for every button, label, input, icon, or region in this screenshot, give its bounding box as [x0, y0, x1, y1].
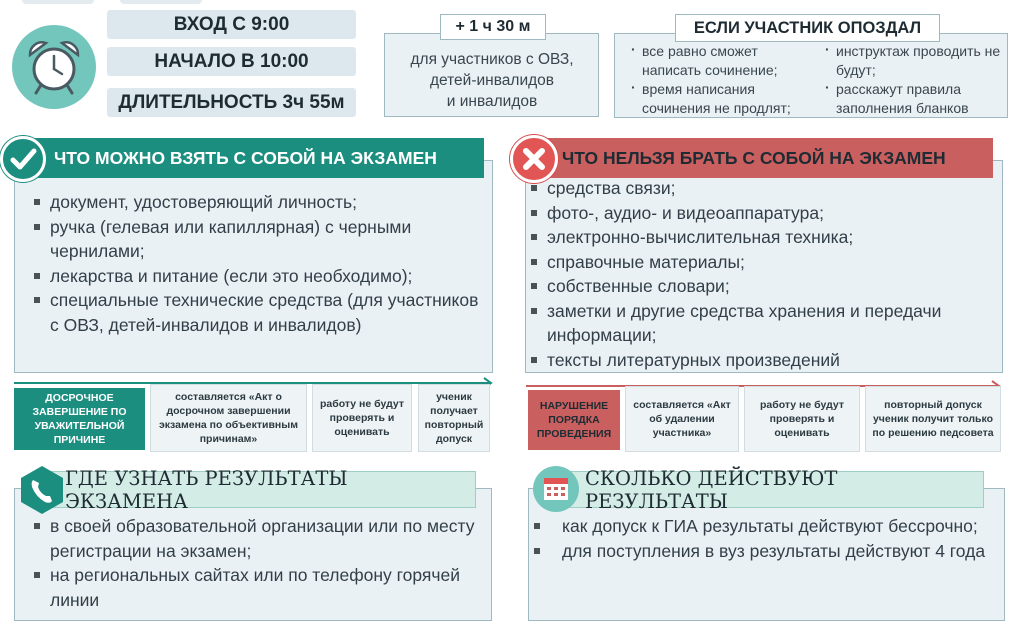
late-item: · все равно сможет написать сочинение; — [628, 42, 818, 80]
forbidden-item: электронно-вычислительная техника; — [517, 225, 1003, 250]
results-where-title — [46, 466, 476, 513]
results-where-list — [20, 514, 486, 612]
extra-time-line: для участников с ОВЗ, — [410, 51, 574, 68]
early-flow-step: работу не будут проверять и оценивать — [312, 384, 412, 452]
extra-time-text — [388, 49, 596, 112]
results-valid-title-text: СКОЛЬКО ДЕЙСТВУЮТ РЕЗУЛЬТАТЫ — [585, 466, 838, 513]
results-valid-title — [560, 466, 984, 513]
allowed-title — [30, 138, 484, 178]
phone-icon — [18, 465, 66, 515]
forbidden-title — [540, 138, 993, 178]
allowed-item: лекарства и питание (если это необходимо); — [20, 264, 486, 289]
results-valid-list — [516, 514, 1002, 563]
violation-flow-step: повторный допуск ученик получит только по решению педсовета — [865, 386, 1001, 452]
forbidden-item: справочные материалы; — [517, 250, 1003, 275]
forbidden-item: заметки и другие средства хранения и передачи информации; — [517, 299, 1003, 348]
schedule-entry: ВХОД С 9:00 — [107, 10, 356, 39]
early-flow-step: ученик получает повторный допуск — [418, 384, 490, 452]
extra-time-line: и инвалидов — [446, 93, 538, 110]
schedule-start: НАЧАЛО В 10:00 — [107, 47, 356, 76]
allowed-list — [20, 190, 486, 337]
extra-time-badge: + 1 ч 30 м — [440, 14, 546, 40]
late-item: · время написания сочинения не продлят; — [628, 80, 818, 118]
calendar-icon — [533, 466, 579, 512]
top-tab-right — [120, 0, 202, 4]
early-flow-step: составляется «Акт о досрочном завершении экзамена по объективным причинам» — [150, 384, 307, 452]
forbidden-list — [517, 176, 1003, 372]
results-where-title-text: ГДЕ УЗНАТЬ РЕЗУЛЬТАТЫ ЭКЗАМЕНА — [65, 466, 348, 513]
violation-flow-step: работу не будут проверять и оценивать — [744, 386, 860, 452]
violation-flow-label: НАРУШЕНИЕ ПОРЯДКА ПРОВЕДЕНИЯ — [528, 390, 620, 450]
allowed-item: документ, удостоверяющий личность; — [20, 190, 486, 215]
forbidden-item: собственные словари; — [517, 274, 1003, 299]
early-flow-label: ДОСРОЧНОЕ ЗАВЕРШЕНИЕ ПО УВАЖИТЕЛЬНОЙ ПРИЧИНЕ — [14, 388, 145, 450]
allowed-item: специальные технические средства (для участников с ОВЗ, детей-инвалидов и инвалидов) — [20, 288, 486, 337]
extra-time-line: детей-инвалидов — [429, 72, 554, 89]
late-title: ЕСЛИ УЧАСТНИК ОПОЗДАЛ — [675, 14, 940, 42]
results-where-item: на региональных сайтах или по телефону горячей линии — [20, 563, 486, 612]
violation-flow-step: составляется «Акт об удалении участника» — [625, 386, 739, 452]
forbidden-title-text: ЧТО НЕЛЬЗЯ БРАТЬ С СОБОЙ НА ЭКЗАМЕН — [562, 147, 946, 168]
schedule-duration: ДЛИТЕЛЬНОСТЬ 3ч 55м — [107, 88, 356, 117]
results-where-item: в своей образовательной организации или по месту регистрации на экзамен; — [20, 514, 486, 563]
results-valid-item: как допуск к ГИА результаты действуют бессрочно; — [516, 514, 1002, 539]
late-item: · расскажут правила заполнения бланков — [822, 80, 1006, 118]
allowed-item: ручка (гелевая или капиллярная) с черными чернилами; — [20, 215, 486, 264]
check-icon — [0, 136, 46, 182]
late-left-list — [628, 42, 818, 118]
results-valid-item: для поступления в вуз результаты действуют 4 года — [516, 539, 1002, 564]
late-right-list — [822, 42, 1006, 118]
alarm-clock-icon — [12, 25, 96, 109]
top-tab-left — [22, 0, 94, 4]
forbidden-item: фото-, аудио- и видеоаппаратура; — [517, 201, 1003, 226]
forbidden-item: тексты литературных произведений — [517, 348, 1003, 373]
allowed-title-text: ЧТО МОЖНО ВЗЯТЬ С СОБОЙ НА ЭКЗАМЕН — [54, 147, 437, 168]
late-item: · инструктаж проводить не будут; — [822, 42, 1006, 80]
forbidden-item: средства связи; — [517, 176, 1003, 201]
